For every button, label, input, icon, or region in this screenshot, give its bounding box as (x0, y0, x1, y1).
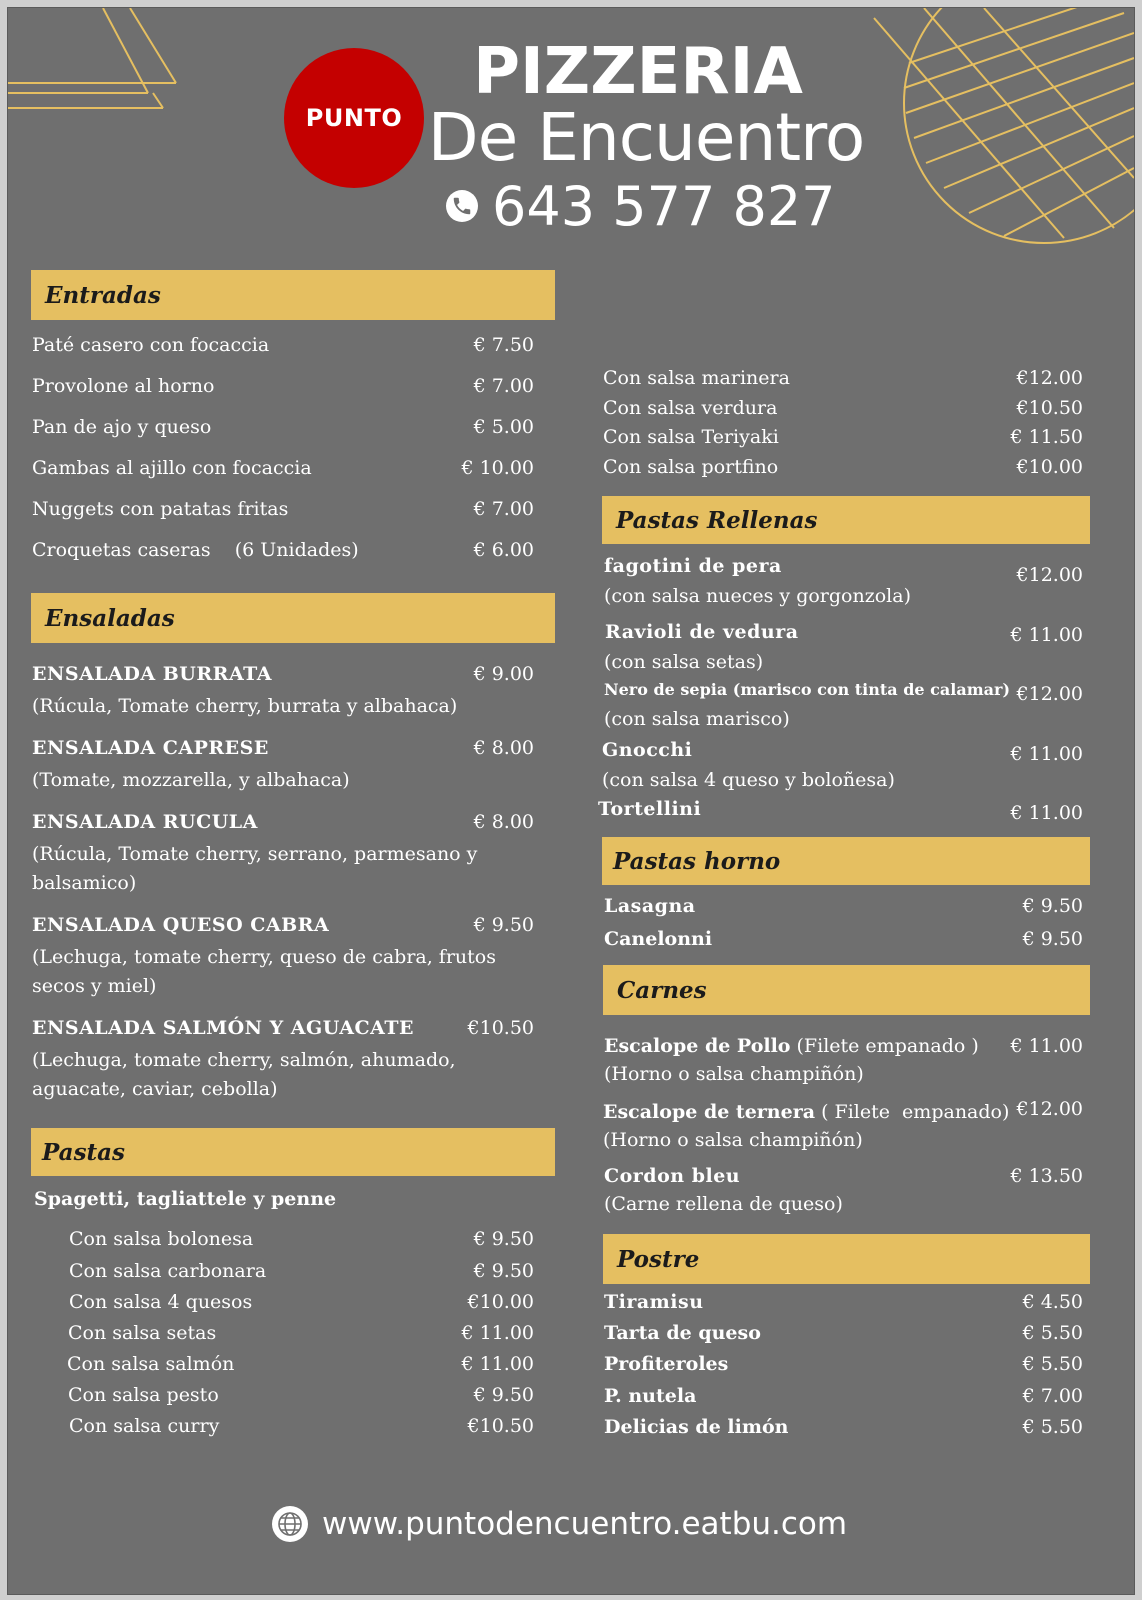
menu-item-description: (Carne rellena de queso) (604, 1193, 843, 1215)
phone-number: 643 577 827 (492, 174, 836, 238)
menu-item-description: (Tomate, mozzarella, y albahaca) (32, 769, 350, 791)
section-title: Postre (617, 1245, 700, 1273)
website-link[interactable]: www.puntodencuentro.eatbu.com (322, 1506, 848, 1542)
menu-item-price: € 11.50 (1010, 426, 1083, 448)
menu-item-price: € 7.00 (473, 498, 534, 520)
menu-item-price: €12.00 (1016, 683, 1083, 705)
section-title: Pastas Rellenas (616, 506, 818, 534)
section-title: Entradas (45, 281, 161, 309)
menu-item-price: € 9.50 (1022, 928, 1083, 950)
section-pastas-rellenas (602, 496, 1090, 544)
menu-item-name: Pan de ajo y queso (32, 416, 212, 438)
menu-item-price: € 9.50 (473, 1384, 534, 1406)
phone-row (446, 174, 836, 238)
section-ensaladas (31, 593, 555, 643)
menu-item-description: (Lechuga, tomate cherry, queso de cabra, frutos secos y miel) (32, 946, 496, 997)
menu-item-price: € 5.00 (473, 416, 534, 438)
menu-item-name: Con salsa verdura (603, 397, 778, 419)
menu-item-price: € 7.00 (473, 375, 534, 397)
menu-item-price: € 7.00 (1022, 1385, 1083, 1407)
menu-item-price: €12.00 (1016, 367, 1083, 389)
menu-item-price: € 4.50 (1022, 1291, 1083, 1313)
menu-item-description: (Horno o salsa champiñón) (604, 1063, 864, 1085)
menu-item-description: (con salsa setas) (604, 651, 764, 673)
header (8, 8, 1134, 248)
menu-item-price: €10.50 (467, 1415, 534, 1437)
menu-item-price: € 10.00 (461, 457, 534, 479)
menu-item-price: € 11.00 (461, 1353, 534, 1375)
menu-item-name: Croquetas caseras (6 Unidades) (32, 539, 359, 561)
menu-item-name: P. nutela (604, 1385, 697, 1407)
menu-item-name: Con salsa portfino (603, 456, 779, 478)
menu-item-description: (Horno o salsa champiñón) (603, 1129, 863, 1151)
menu-item-name: ENSALADA RUCULA (32, 811, 258, 833)
menu-item-name: Profiteroles (604, 1353, 729, 1375)
menu-item-name: Con salsa salmón (67, 1353, 235, 1375)
phone-icon (446, 190, 478, 222)
section-title: Pastas horno (613, 847, 781, 875)
menu-item-name: Tiramisu (604, 1291, 704, 1313)
menu-item-name: Con salsa marinera (603, 367, 790, 389)
section-pastas (31, 1128, 555, 1176)
menu-item-name: Con salsa setas (68, 1322, 217, 1344)
menu-item-name: Lasagna (604, 895, 696, 917)
menu-item-name: ENSALADA CAPRESE (32, 737, 269, 759)
menu-item-price: € 9.50 (473, 1260, 534, 1282)
menu-item-price: € 6.00 (473, 539, 534, 561)
menu-item-price: €12.00 (1016, 1098, 1083, 1120)
menu-item-description: (Rúcula, Tomate cherry, burrata y albahaca) (32, 695, 458, 717)
menu-item-price: € 5.50 (1022, 1322, 1083, 1344)
menu-item-name: Paté casero con focaccia (32, 334, 270, 356)
menu-item-name: ENSALADA BURRATA (32, 663, 272, 685)
menu-item-price: € 5.50 (1022, 1353, 1083, 1375)
menu-item-name: Cordon bleu (604, 1165, 741, 1187)
menu-item-name: Con salsa pesto (68, 1384, 219, 1406)
title-pizzeria: PIZZERIA (473, 35, 803, 109)
menu-item-name: Con salsa Teriyaki (603, 426, 779, 448)
menu-item-name: Tarta de queso (604, 1322, 761, 1344)
menu-item-name: Provolone al horno (32, 375, 215, 397)
menu-item-price: € 8.00 (473, 811, 534, 833)
section-title: Pastas (42, 1138, 126, 1166)
menu-item-price: € 9.50 (473, 914, 534, 936)
section-postre (603, 1234, 1090, 1284)
menu-item-extra: ( Filete empanado) (815, 1101, 1010, 1123)
menu-item-price: € 11.00 (461, 1322, 534, 1344)
menu-item-price: € 11.00 (1010, 802, 1083, 824)
menu-item-name-row (604, 1035, 979, 1057)
section-title: Carnes (617, 976, 707, 1004)
footer (272, 1504, 847, 1544)
menu-item-name: fagotini de pera (604, 555, 782, 577)
menu-item-price: € 8.00 (473, 737, 534, 759)
pastas-subtitle: Spagetti, tagliattele y penne (34, 1188, 337, 1210)
menu-item-name: Tortellini (598, 798, 702, 820)
menu-item-name: Nero de sepia (marisco con tinta de calamar) (604, 680, 1011, 699)
menu-item-price: € 11.00 (1010, 624, 1083, 646)
menu-item-name: Escalope de ternera (603, 1101, 816, 1123)
logo-badge (284, 48, 424, 188)
menu-item-price: € 9.50 (1022, 895, 1083, 917)
menu-item-price: €12.00 (1016, 564, 1083, 586)
menu-item-name: Escalope de Pollo (604, 1035, 791, 1057)
menu-item-price: €10.00 (467, 1291, 534, 1313)
menu-item-name: Con salsa carbonara (69, 1260, 267, 1282)
menu-item-name: ENSALADA SALMÓN Y AGUACATE (32, 1017, 414, 1039)
menu-item-description: (Rúcula, Tomate cherry, serrano, parmesano y balsamico) (32, 843, 478, 894)
menu-item-price: € 13.50 (1010, 1165, 1083, 1187)
menu-item-price: € 11.00 (1010, 1035, 1083, 1057)
globe-icon (272, 1506, 308, 1542)
menu-item-name: ENSALADA QUESO CABRA (32, 914, 330, 936)
menu-item-description: (Lechuga, tomate cherry, salmón, ahumado, aguacate, caviar, cebolla) (32, 1049, 456, 1100)
menu-item-name: Gambas al ajillo con focaccia (32, 457, 312, 479)
menu-item-name: Canelonni (604, 928, 713, 950)
menu-item-description: (con salsa marisco) (604, 708, 790, 730)
menu-item-price: € 9.00 (473, 663, 534, 685)
menu-item-description: (con salsa 4 queso y boloñesa) (602, 769, 895, 791)
menu-item-price: € 9.50 (473, 1228, 534, 1250)
menu-item-price: €10.50 (467, 1017, 534, 1039)
menu-item-price: € 11.00 (1010, 743, 1083, 765)
menu-item-name: Ravioli de vedura (605, 621, 799, 643)
menu-item-name: Con salsa curry (69, 1415, 220, 1437)
menu-item-name: Con salsa 4 quesos (69, 1291, 253, 1313)
menu-item-price: €10.50 (1016, 397, 1083, 419)
section-pastas-horno (602, 837, 1090, 885)
menu-item-price: € 5.50 (1022, 1416, 1083, 1438)
logo-text: PUNTO (305, 104, 403, 132)
section-title: Ensaladas (45, 604, 175, 632)
menu-item-name: Con salsa bolonesa (69, 1228, 254, 1250)
section-carnes (603, 965, 1090, 1015)
menu-item-extra: (Filete empanado ) (790, 1035, 979, 1057)
title-de-encuentro: De Encuentro (427, 99, 865, 176)
menu-item-price: €10.00 (1016, 456, 1083, 478)
section-entradas (31, 270, 555, 320)
menu-item-price: € 7.50 (473, 334, 534, 356)
menu-item-name: Gnocchi (602, 739, 693, 761)
menu-item-name: Nuggets con patatas fritas (32, 498, 289, 520)
menu-item-name-row (603, 1101, 1009, 1123)
menu-page (7, 7, 1135, 1595)
menu-item-description: (con salsa nueces y gorgonzola) (604, 585, 911, 607)
menu-item-name: Delicias de limón (604, 1416, 789, 1438)
